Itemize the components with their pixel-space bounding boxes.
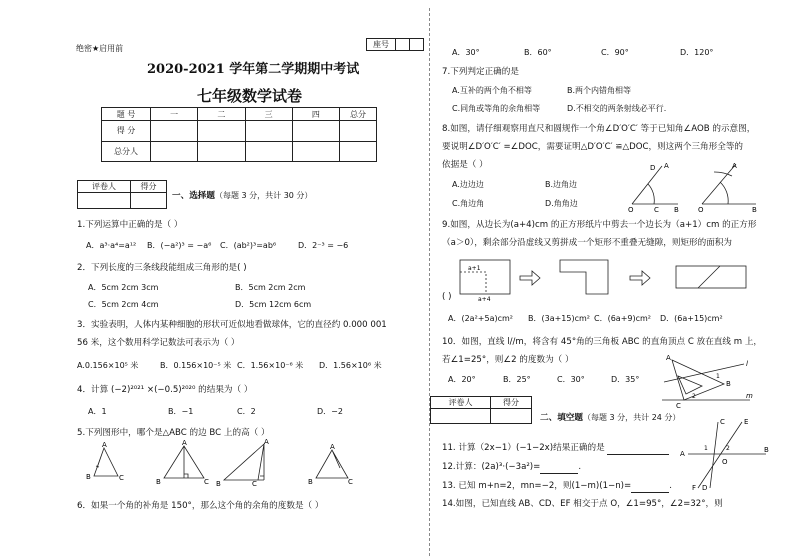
grader-box <box>77 180 167 209</box>
q3-option: A.0.156×10⁵ 米 <box>77 361 139 370</box>
angle-label-2: 2 <box>692 393 696 400</box>
score-header: 三 <box>245 108 292 121</box>
figure-label-C: C <box>348 478 353 486</box>
grader-score-label: 得分 <box>130 181 166 193</box>
figure-label-B: B <box>752 206 757 214</box>
q2-option: A．5cm 2cm 3cm <box>88 283 159 292</box>
q4-option: B．−1 <box>168 407 194 416</box>
q2-option: C．5cm 2cm 4cm <box>88 300 159 309</box>
q1-option: D．2⁻³ = −6 <box>298 241 349 250</box>
figure-label-A: A <box>264 438 269 446</box>
q4-option: C．2 <box>237 407 256 416</box>
figure-label-C: C <box>720 418 725 426</box>
page-divider <box>429 8 430 556</box>
question-10-line1: 10．如图，直线 l//m，将含有 45°角的三角板 ABC 的直角顶点 C 放在直线 m 上， <box>442 337 763 347</box>
q10-option: C．30° <box>557 375 585 384</box>
question-4: 4．计算 (−2)²⁰²¹ ×(−0.5)²⁰²⁰ 的结果为（ ） <box>77 385 253 395</box>
q9-l-shape <box>560 260 608 294</box>
question-7: 7.下列判定正确的是 <box>442 67 519 77</box>
angle-label-2: 2 <box>726 445 730 452</box>
question-1: 1.下列运算中正确的是（ ） <box>77 220 183 230</box>
q3-option: C．1.56×10⁻⁶ 米 <box>237 361 304 370</box>
figure-label-C: C <box>252 480 257 488</box>
q4-option: D．−2 <box>317 407 343 416</box>
q9-square <box>460 260 510 303</box>
q10-option: B．25° <box>503 375 531 384</box>
score-header: 总分 <box>340 108 377 121</box>
figure-label-A: A <box>664 162 669 170</box>
score-header: 四 <box>292 108 339 121</box>
q8-option: D.角角边 <box>545 199 578 208</box>
score-header: 二 <box>198 108 245 121</box>
q7-option: D.不相交的两条射线必平行. <box>567 104 667 113</box>
question-9-line2: （a＞0），剩余部分沿虚线又剪拼成一个矩形不重叠无缝隙，则矩形的面积为 <box>442 238 733 248</box>
figure-label-A: A <box>102 441 107 449</box>
exam-subtitle: 七年级数学试卷 <box>197 87 303 105</box>
question-10-line2: 若∠1=25°，则∠2 的度数为（ ） <box>442 355 574 365</box>
question-8-line2: 要说明∠D′O′C′ =∠DOC，需要证明△D′O′C′ ≌△DOC，则这两个三角形全等的 <box>442 142 744 152</box>
figure-label-D: D <box>702 484 708 492</box>
figure-label-C: C <box>676 402 681 410</box>
question-8-line3: 依据是（ ） <box>442 160 488 170</box>
question-12: 12.计算：(2a)³·(−3a²)= . <box>442 462 582 472</box>
q10-figure <box>654 354 754 410</box>
figure-label-A: A <box>182 439 187 447</box>
intersecting-lines <box>688 422 766 488</box>
figure-label-F: F <box>692 484 697 492</box>
q1-option: C．(ab²)³=ab⁶ <box>220 241 277 250</box>
grader-box-2 <box>430 396 532 424</box>
q8-figure <box>628 160 768 216</box>
q5-figure-a <box>86 441 124 482</box>
q5-figure-c <box>216 438 269 488</box>
q3-option: D．1.56×10⁶ 米 <box>319 361 382 370</box>
q8-angle-copy <box>698 162 757 214</box>
score-row-label: 得 分 <box>102 121 151 142</box>
question-9-line1: 9.如图，从边长为(a+4)cm 的正方形纸片中剪去一个边长为（a+1）cm 的正方形 <box>442 220 757 230</box>
label-a-plus-1: a+1 <box>468 265 481 272</box>
figure-label-B: B <box>764 446 769 454</box>
figure-label-C: C <box>654 206 659 214</box>
score-header: 一 <box>151 108 198 121</box>
seat-label: 座号 <box>367 39 396 51</box>
line-label-m: m <box>746 392 753 400</box>
question-13: 13. 已知 m+n=2，mn=−2，则(1−m)(1−n)= . <box>442 481 672 491</box>
q8-option: C.角边角 <box>452 199 485 208</box>
label-a-plus-4: a+4 <box>478 296 491 303</box>
q10-option: A．20° <box>448 375 476 384</box>
question-3-line1: 3．实验表明，人体内某种细胞的形状可近似地看做球体，它的直径约 0.000 001 <box>77 320 387 330</box>
q1-option: B．(−a²)³ = −a⁶ <box>147 241 212 250</box>
q5-figure-b <box>156 439 209 486</box>
q2-option: D．5cm 12cm 6cm <box>235 300 312 309</box>
q13-answer-blank[interactable] <box>631 481 669 493</box>
q12-answer-blank[interactable] <box>540 462 578 474</box>
figure-label-E: E <box>744 418 749 426</box>
q5-figures <box>84 438 384 488</box>
q1-option: A．a³·a⁴=a¹² <box>86 241 137 250</box>
secret-label: 绝密★启用前 <box>76 44 124 53</box>
question-14: 14.如图，已知直线 AB、CD、EF 相交于点 O，∠1=95°，∠2=32°，则 <box>442 499 723 509</box>
q10-option: D．35° <box>611 375 640 384</box>
q6-option: D．120° <box>680 48 714 57</box>
figure-label-C: C <box>119 474 124 482</box>
q9-option: A．(2a²+5a)cm² <box>448 314 514 323</box>
q2-option: B．5cm 2cm 2cm <box>235 283 306 292</box>
figure-label-A: A <box>330 443 335 451</box>
figure-label-B: B <box>674 206 679 214</box>
angle-label-1: 1 <box>704 445 708 452</box>
question-3-line2: 56 米，这个数用科学记数法可表示为（ ） <box>77 338 240 348</box>
question-2: 2．下列长度的三条线段能组成三角形的是( ) <box>77 263 247 273</box>
q6-option: B．60° <box>524 48 552 57</box>
figure-label-O: O <box>698 206 704 214</box>
q6-option: A．30° <box>452 48 480 57</box>
question-9-line3: ( ) <box>442 292 452 302</box>
q6-option: C．90° <box>601 48 629 57</box>
set-square <box>672 360 724 400</box>
q8-option: B.边角边 <box>545 180 578 189</box>
q8-angle-original <box>628 162 679 214</box>
score-header: 题 号 <box>102 108 151 121</box>
q3-option: B．0.156×10⁻⁵ 米 <box>160 361 232 370</box>
score-row-label: 总分人 <box>102 141 151 162</box>
section1-heading: 一、选择题（每题 3 分，共计 30 分） <box>172 191 313 201</box>
figure-label-D: D <box>650 164 656 172</box>
question-8-line1: 8.如图，请仔细观察用直尺和圆规作一个角∠D′O′C′ 等于已知角∠AOB 的示意图， <box>442 124 756 134</box>
figure-label-A: A <box>732 162 737 170</box>
section2-heading: 二、填空题（每题 3 分，共计 24 分） <box>540 413 681 423</box>
arrow-icon <box>520 271 540 285</box>
q4-option: A．1 <box>88 407 107 416</box>
line-label-l: l <box>746 360 748 368</box>
q9-option: B．(3a+15)cm² <box>528 314 591 323</box>
figure-label-A: A <box>680 450 685 458</box>
q9-rectangle <box>676 266 746 288</box>
question-6: 6．如果一个角的补角是 150°，那么这个角的余角的度数是（ ） <box>77 501 324 511</box>
figure-label-B: B <box>308 478 313 486</box>
q8-option: A.边边边 <box>452 180 484 189</box>
figure-label-O: O <box>628 206 634 214</box>
grader-score-label: 得分 <box>491 397 532 409</box>
q7-option: A.互补的两个角不相等 <box>452 86 532 95</box>
seat-number-box <box>366 38 424 51</box>
figure-label-B: B <box>726 380 731 388</box>
question-5: 5.下列图形中，哪个是△ABC 的边 BC 上的高（ ） <box>77 428 270 438</box>
figure-label-B: B <box>156 478 161 486</box>
angle-label-1: 1 <box>716 373 720 380</box>
figure-label-O: O <box>722 458 728 466</box>
q7-option: C.同角或等角的余角相等 <box>452 104 541 113</box>
grader-label: 评卷人 <box>431 397 491 409</box>
q11-answer-blank[interactable] <box>607 443 669 455</box>
q7-option: B.两个内错角相等 <box>567 86 632 95</box>
figure-label-B: B <box>86 473 91 481</box>
q9-option: C．(6a+9)cm² <box>594 314 652 323</box>
figure-label-C: C <box>204 478 209 486</box>
question-11: 11. 计算（2x−1）(−1−2x)结果正确的是 <box>442 443 669 455</box>
q9-option: D．(6a+15)cm² <box>660 314 723 323</box>
q14-figure <box>680 418 770 492</box>
exam-title: 2020-2021 学年第二学期期中考试 <box>147 62 360 77</box>
figure-label-B: B <box>216 480 221 488</box>
grader-label: 评卷人 <box>78 181 131 193</box>
q9-figure <box>458 254 758 302</box>
q5-figure-d <box>308 443 353 486</box>
figure-label-A: A <box>666 354 671 362</box>
score-table <box>101 107 377 162</box>
arrow-icon <box>630 271 650 285</box>
